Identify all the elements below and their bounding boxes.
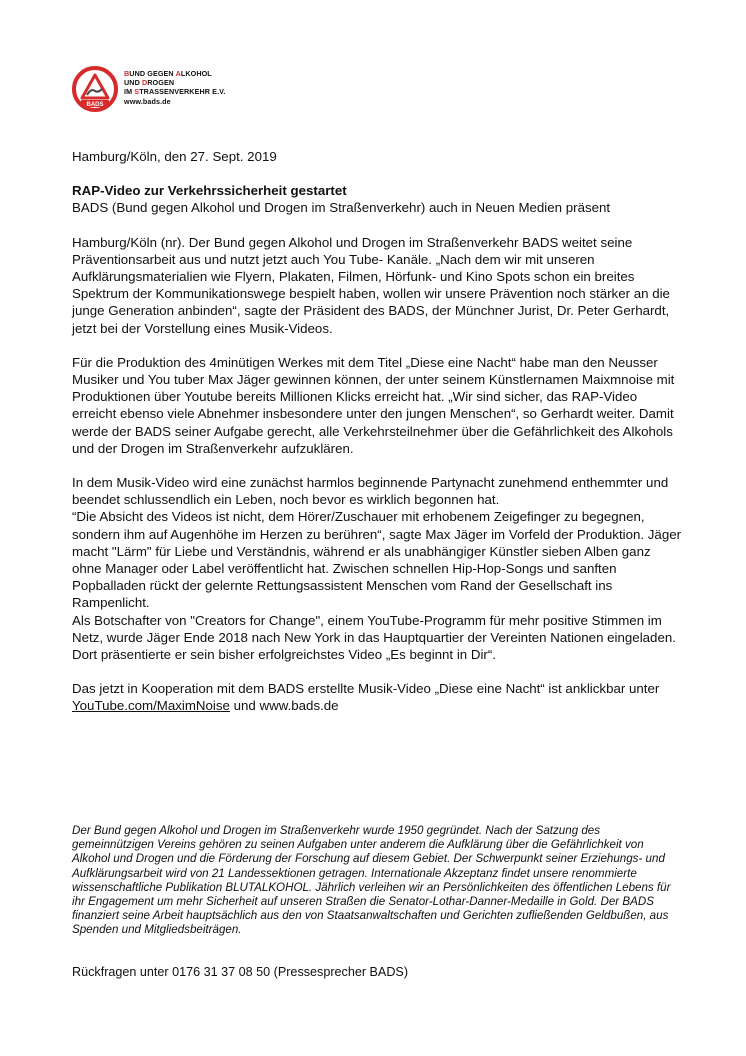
about-bads-text: Der Bund gegen Alkohol und Drogen im Straßenverkehr wurde 1950 gegründet. Nach der Satzung des gemeinnützigen Vereins gehören zu seinen Aufgaben unter anderem die Aufklärung über die Gefährlichkeit von Alkohol und Drogen und die Förderung der Forschung auf diesem Gebiet. Der Schwerpunkt seiner Erziehungs- und Aufklärungsarbeit wird von 21 Landessektionen getragen. Internationale Akzeptanz findet unsere renommierte wissenschaftliche Publikation BLUTALKOHOL. Jährlich verleihen wir an Persönlichkeiten des öffentlichen Lebens für ihr Engagement um mehr Sicherheit auf unseren Straßen die Senator-Lothar-Danner-Medaille in Gold. Der BADS finanziert seine Arbeit hauptsächlich aus den von Staatsanwaltschaften und Gerichten zufließenden Geldbußen, aus Spenden und Mitgliedsbeiträgen. (72, 824, 671, 937)
subheadline: BADS (Bund gegen Alkohol und Drogen im Straßenverkehr) auch in Neuen Medien präsent (72, 200, 611, 216)
contact-line: Rückfragen unter 0176 31 37 08 50 (Pressesprecher BADS) (72, 965, 409, 979)
bads-warning-sign-icon (72, 66, 118, 112)
headline: RAP-Video zur Verkehrssicherheit gestartet (72, 183, 347, 199)
closing-paragraph: Das jetzt in Kooperation mit dem BADS erstellte Musik-Video „Diese eine Nacht“ ist anklickbar unter YouTube.com/MaximNoise und www.bads.de (72, 681, 660, 714)
logo-line-3: IM STRASSENVERKEHR E.V. (124, 87, 226, 97)
logo-wordmark (124, 69, 226, 106)
press-release-body (72, 148, 682, 715)
paragraph-1: Hamburg/Köln (nr). Der Bund gegen Alkohol und Drogen im Straßenverkehr BADS weitet seine Präventionsarbeit aus und nutzt jetzt auch You Tube- Kanäle. „Nach dem wir mit unseren Aufklärungsmaterialien wie Flyern, Plakaten, Filmen, Hörfunk- und Kino Spots schon ein breites Spektrum der Kommunikationswege bespielt haben, wollen wir unsere Prävention noch stärker an die junge Generation anbinden“, sagte der Präsident des BADS, der Münchner Jurist, Dr. Peter Gerhardt, jetzt bei der Vorstellung eines Musik-Videos. (72, 234, 670, 336)
logo-line-2: UND DROGEN (124, 78, 175, 88)
paragraph-2: Für die Produktion des 4minütigen Werkes mit dem Titel „Diese eine Nacht“ habe man den Neusser Musiker und You tuber Max Jäger gewinnen können, der unter seinem Künstlernamen Maixmnoise mit Produktionen über Youtube bereits Millionen Klicks erreicht hat. „Wir sind sicher, das RAP-Video erreicht ebenso viele Abnehmer insbesondere unter den jungen Menschen“, so Gerhardt weiter. Damit werde der BADS seiner Aufgabe gerecht, alle Verkehrsteilnehmer über die Gefährlichkeit des Alkohols und der Drogen im Straßenverkehr aufzuklären. (72, 354, 675, 456)
paragraph-3-line-1: In dem Musik-Video wird eine zunächst harmlos beginnende Partynacht zunehmend enthemmter und beendet schlussendlich ein Leben, noch bevor es wirklich begonnen hat. (72, 475, 669, 508)
paragraph-3-line-3: Als Botschafter von "Creators for Change", einem YouTube-Programm für mehr positive Stimmen im Netz, wurde Jäger Ende 2018 nach New York in das Hauptquartier der Vereinten Nationen eingeladen. Dort präsentierte er sein bisher erfolgreichstes Video „Es beginnt in Dir“. (72, 612, 676, 663)
bads-logo (72, 66, 272, 114)
paragraph-3-line-2: “Die Absicht des Videos ist nicht, dem Hörer/Zuschauer mit erhobenem Zeigefinger zu begegnen, sondern ihm auf Augenhöhe im Herzen zu berühren“, sagte Max Jäger im Vorfeld der Produktion. Jäger macht "Lärm" für Liebe und Verständnis, während er als unabhängiger Künstler sieben Alben ganz ohne Manager oder Label veröffentlicht hat. Zwischen schnellen Hip-Hop-Songs und sanften Popballaden rückt der gelernte Rettungsassistent Menschen vom Rand der Gesellschaft ins Rampenlicht. (72, 509, 682, 611)
logo-line-1: BUND GEGEN ALKOHOL (124, 69, 212, 78)
youtube-link[interactable]: YouTube.com/MaximNoise (72, 698, 230, 714)
logo-badge-text: BADS (86, 102, 104, 108)
dateline: Hamburg/Köln, den 27. Sept. 2019 (72, 149, 277, 164)
logo-url: www.bads.de (124, 96, 171, 106)
